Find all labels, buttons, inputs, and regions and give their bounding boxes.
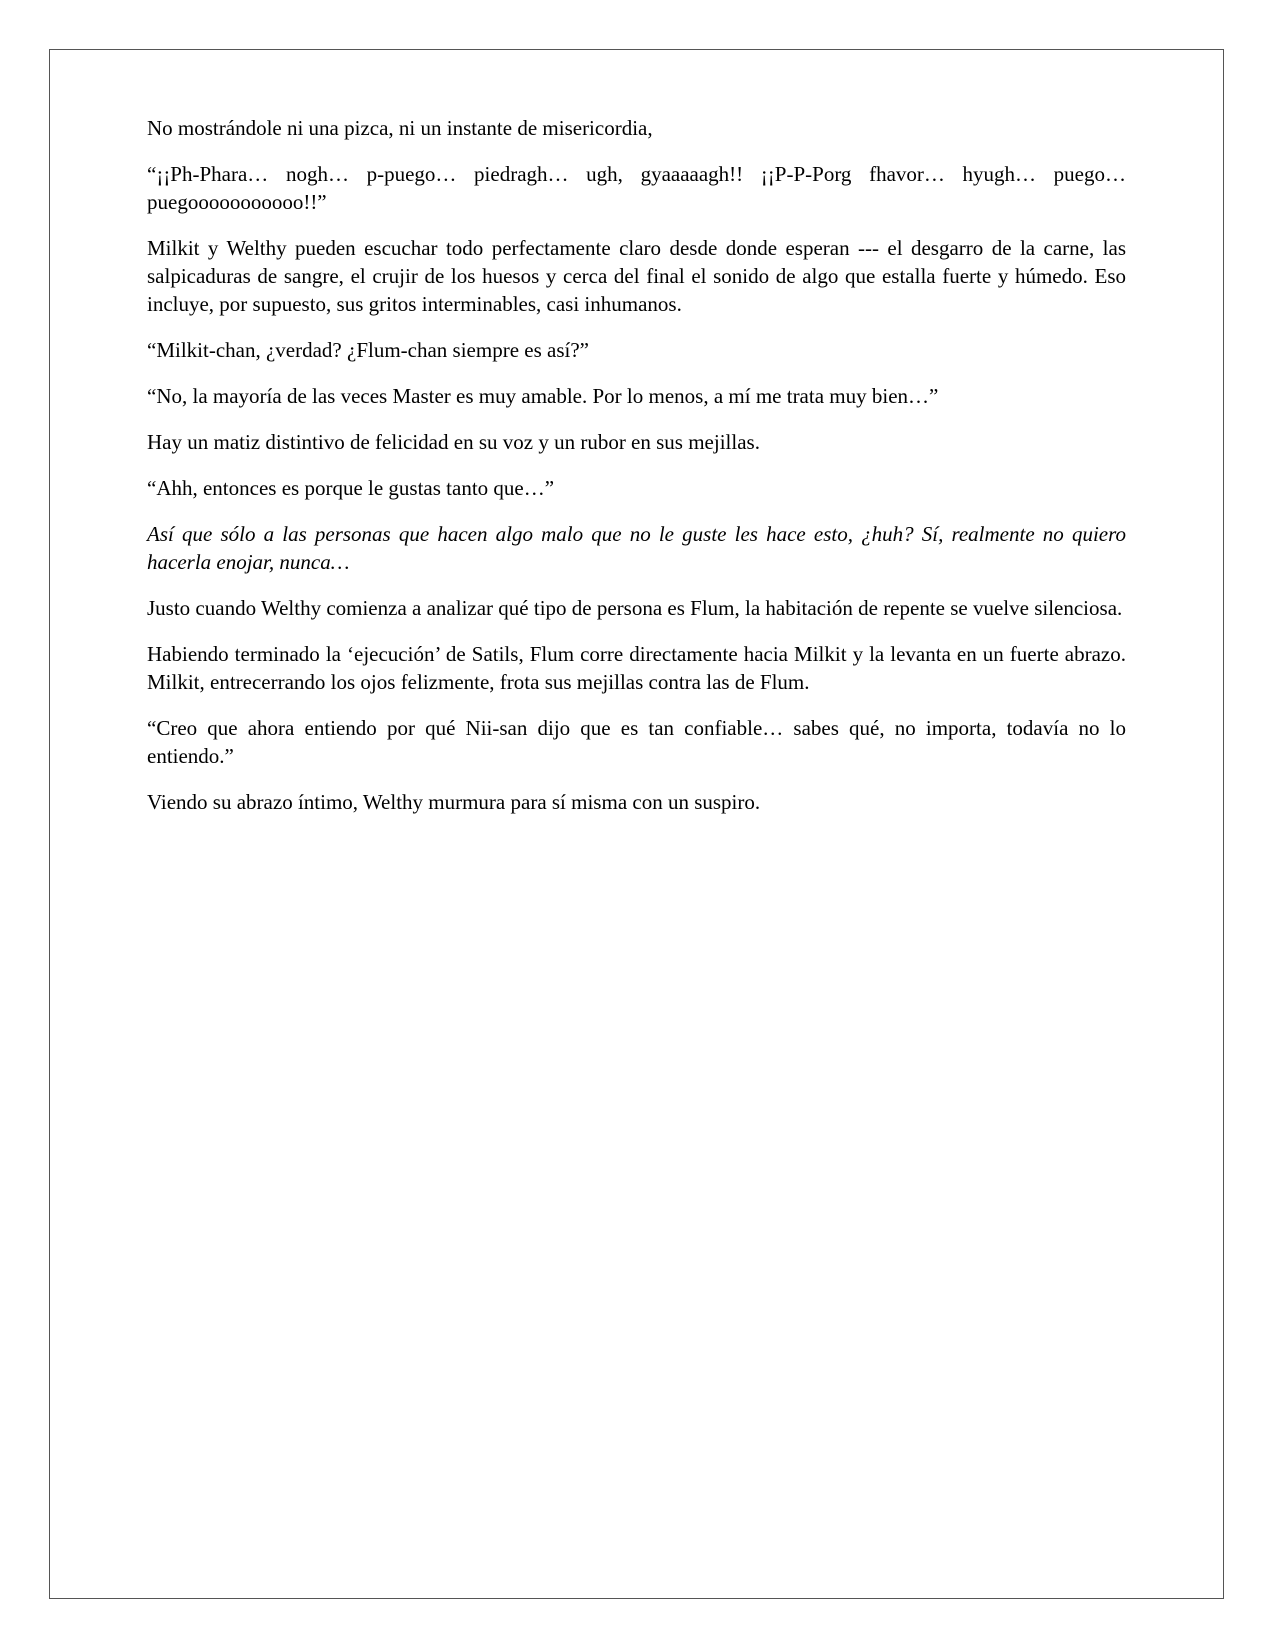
paragraph-3: Milkit y Welthy pueden escuchar todo perfectamente claro desde donde esperan --- el desgarro de la carne, las salpicaduras de sangre, el crujir de los huesos y cerca del final el sonido de algo que estalla fuerte y húmedo. Eso incluye, por supuesto, sus gritos interminables, casi inhumanos. <box>147 236 1126 316</box>
paragraph-9: Justo cuando Welthy comienza a analizar qué tipo de persona es Flum, la habitación de repente se vuelve silenciosa. <box>147 596 1123 620</box>
paragraph-10: Habiendo terminado la ‘ejecución’ de Satils, Flum corre directamente hacia Milkit y la levanta en un fuerte abrazo. Milkit, entrecerrando los ojos felizmente, frota sus mejillas contra las de Flum. <box>147 642 1126 694</box>
paragraph-1: No mostrándole ni una pizca, ni un instante de misericordia, <box>147 116 653 140</box>
paragraph-2: “¡¡Ph-Phara… nogh… p-puego… piedragh… ugh, gyaaaaagh!! ¡¡P-P-Porg fhavor… hyugh… puego… puegooooooooooo!!” <box>147 162 1126 214</box>
paragraph-12: Viendo su abrazo íntimo, Welthy murmura para sí misma con un suspiro. <box>147 790 761 814</box>
paragraph-5: “No, la mayoría de las veces Master es muy amable. Por lo menos, a mí me trata muy bien…” <box>147 384 939 408</box>
document-body <box>147 114 1126 834</box>
paragraph-6: Hay un matiz distintivo de felicidad en su voz y un rubor en sus mejillas. <box>147 430 760 454</box>
paragraph-4: “Milkit-chan, ¿verdad? ¿Flum-chan siempre es así?” <box>147 338 589 362</box>
paragraph-11: “Creo que ahora entiendo por qué Nii-san dijo que es tan confiable… sabes qué, no importa, todavía no lo entiendo.” <box>147 716 1126 768</box>
paragraph-8-inner-thought: Así que sólo a las personas que hacen algo malo que no le guste les hace esto, ¿huh? Sí, realmente no quiero hacerla enojar, nunca… <box>147 522 1126 574</box>
paragraph-7: “Ahh, entonces es porque le gustas tanto que…” <box>147 476 555 500</box>
